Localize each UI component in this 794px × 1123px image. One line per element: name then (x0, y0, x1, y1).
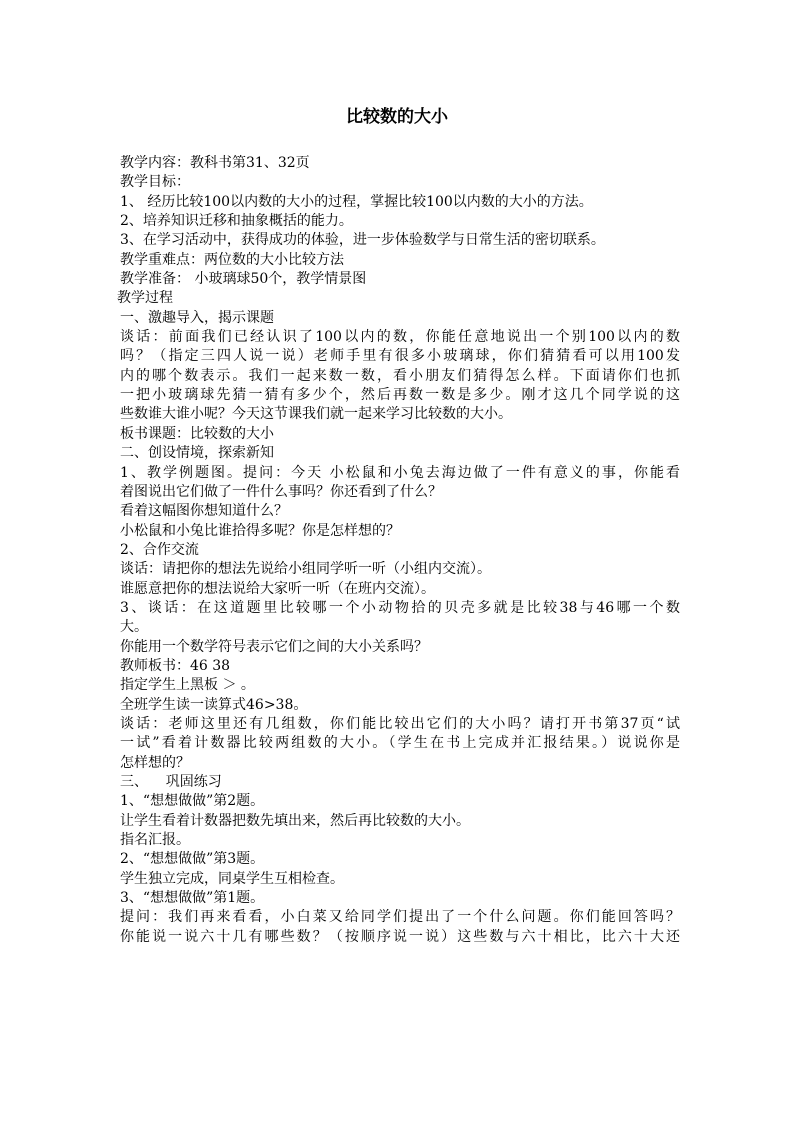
text-line: 指定学生上黑板 ＞ 。 (120, 677, 255, 694)
text-line: 你能用一个数学符号表示它们之间的大小关系吗？ (120, 638, 428, 655)
text-line: 一把小玻璃球先猜一猜有多少个，然后再数一数是多少。刚才这几个同学说的这 (120, 387, 680, 404)
text-line: 大。 (120, 619, 148, 636)
text-line: 学生独立完成，同桌学生互相检查。 (120, 870, 344, 887)
text-line: 指名汇报。 (120, 832, 190, 849)
text-line: 你能说一说六十几有哪些数？（按顺序说一说）这些数与六十相比，比六十大还 (120, 928, 680, 945)
text-line: 看着这幅图你想知道什么？ (120, 503, 288, 520)
text-line: 怎样想的？ (120, 754, 190, 771)
text-line: 谈话：前面我们已经认识了100以内的数，你能任意地说出一个别100以内的数 (120, 329, 680, 346)
text-line: 些数谁大谁小呢？今天这节课我们就一起来学习比较数的大小。 (120, 406, 512, 423)
text-line: 让学生看着计数器把数先填出来，然后再比较数的大小。 (120, 812, 470, 829)
text-line: 谁愿意把你的想法说给大家听一听（在班内交流）。 (120, 580, 435, 597)
text-line: 教学目标： (120, 174, 190, 191)
text-line: 谈话：老师这里还有几组数，你们能比较出它们的大小吗？请打开书第37页“试 (120, 715, 680, 732)
text-line: 教学重难点：两位数的大小比较方法 (120, 251, 344, 268)
text-line: 谈话：请把你的想法先说给小组同学听一听（小组内交流）。 (120, 561, 491, 578)
text-line: 一、激趣导入，揭示课题 (120, 309, 274, 326)
text-line: 小松鼠和小兔比谁拾得多呢？你是怎样想的？ (120, 522, 400, 539)
text-line: 2、合作交流 (120, 541, 199, 558)
text-line: 板书课题：比较数的大小 (120, 425, 274, 442)
text-line: 2、“想想做做”第3题。 (120, 851, 265, 868)
text-line: 3、谈话：在这道题里比较哪一个小动物拾的贝壳多就是比较38与46哪一个数 (120, 599, 680, 616)
text-line: 一试”看着计数器比较两组数的大小。（学生在书上完成并汇报结果。）说说你是 (120, 735, 680, 752)
text-line: 1、 经历比较100以内数的大小的过程，掌握比较100以内数的大小的方法。 (120, 193, 593, 210)
text-line: 3、“想想做做”第1题。 (120, 890, 265, 907)
text-line: 1、教学例题图。提问：今天 小松鼠和小兔去海边做了一件有意义的事，你能看 (120, 464, 680, 481)
text-line: 着图说出它们做了一件什么事吗？你还看到了什么？ (120, 483, 442, 500)
text-line: 3、在学习活动中，获得成功的体验，进一步体验数学与日常生活的密切联系。 (120, 232, 605, 249)
text-line: 二、创设情境，探索新知 (120, 445, 274, 462)
text-line: 2、培养知识迁移和抽象概括的能力。 (120, 213, 353, 230)
document-body (117, 154, 680, 947)
text-line: 提问：我们再来看看，小白菜又给同学们提出了一个什么问题。你们能回答吗？ (120, 909, 680, 926)
text-line: 教学过程 (117, 290, 173, 307)
section-heading: 三、 巩固练习 (120, 774, 222, 790)
text-line: 内的哪个数表示。我们一起来数一数，看小朋友们猜得怎么样。下面请你们也抓 (120, 367, 680, 384)
text-line: 教师板书：46 38 (120, 657, 231, 674)
text-line: 教学内容：教科书第31、32页 (120, 155, 310, 171)
text-line: 1、“想想做做”第2题。 (120, 793, 265, 810)
text-line: 全班学生读一读算式46>38。 (120, 696, 308, 713)
document-title: 比较数的大小 (346, 107, 448, 127)
text-line: 教学准备： 小玻璃球50个，教学情景图 (120, 271, 367, 288)
text-line: 吗？（指定三四人说一说）老师手里有很多小玻璃球，你们猜猜看可以用100发 (120, 348, 680, 365)
